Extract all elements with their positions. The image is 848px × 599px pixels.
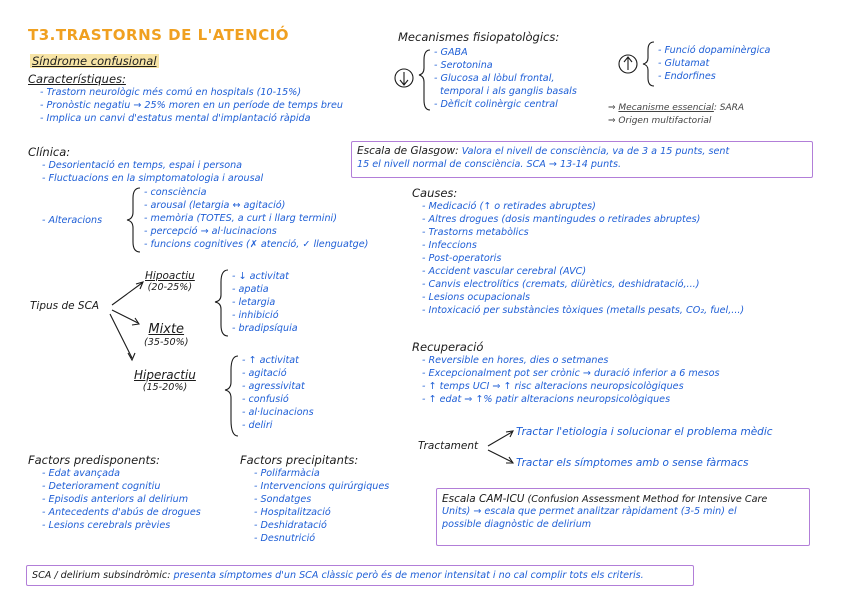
- list-item: - ↑ edat ⇒ ↑% patir alteracions neuropsicològiques: [422, 394, 671, 405]
- hipoactiu-name: Hipoactiu: [145, 270, 195, 282]
- list-item: - funcions cognitives (✗ atenció, ✓ llenguatge): [144, 239, 369, 250]
- list-item: - Dèficit colinèrgic central: [434, 99, 558, 110]
- list-item: - Medicació (↑ o retirades abruptes): [422, 201, 596, 212]
- subsindromic-label: SCA / delirium subsindròmic:: [32, 570, 171, 581]
- list-item: - Infeccions: [422, 240, 477, 251]
- mecanismes-up-list: [658, 44, 770, 83]
- list-item: - Deteriorament cognitiu: [42, 481, 161, 492]
- subsindromic-line: [27, 566, 693, 585]
- hiperactiu-name: Hiperactiu: [134, 368, 196, 382]
- clinica-section: [28, 145, 263, 185]
- hipoactiu-list: [232, 270, 298, 335]
- glasgow-line1: [357, 145, 807, 158]
- caracteristiques-section: [28, 72, 343, 125]
- list-item: - Canvis electrolítics (cremats, diürètics, deshidratació,...): [422, 279, 700, 290]
- hiperactiu-pct: (15-20%): [142, 382, 188, 393]
- cam-text1: (Confusion Assessment Method for Intensive Care: [527, 494, 768, 505]
- list-item: - arousal (letargia ↔ agitació): [144, 200, 286, 211]
- origen: [608, 116, 711, 126]
- list-item: - al·lucinacions: [242, 407, 314, 418]
- hiperactiu-node: [134, 368, 196, 393]
- mecanismes-down-list: [434, 46, 577, 111]
- list-item: - Serotonina: [434, 60, 493, 71]
- list-item: - bradipsíquia: [232, 323, 298, 334]
- caracteristiques-heading: Característiques:: [28, 72, 126, 86]
- list-item: - Reversible en hores, dies o setmanes: [422, 355, 609, 366]
- factors-precipitants-heading: Factors precipitants:: [240, 453, 359, 467]
- hipoactiu-node: [145, 270, 195, 293]
- list-item: - Sondatges: [254, 494, 312, 505]
- list-item: - agressivitat: [242, 381, 305, 392]
- tractament-b: Tractar els símptomes amb o sense fàrmacs: [516, 457, 749, 469]
- factors-predisponents-heading: Factors predisponents:: [28, 453, 160, 467]
- double-arrow-icon: ⇒: [608, 116, 616, 126]
- list-item: - Polifarmàcia: [254, 468, 320, 479]
- list-item: - Funció dopaminèrgica: [658, 45, 771, 56]
- list-item: - Edat avançada: [42, 468, 120, 479]
- list-item: - Intoxicació per substàncies tòxiques (metalls pesats, CO₂, fuel,...): [422, 305, 745, 316]
- list-item: - Endorfines: [658, 71, 716, 82]
- causes-heading: Causes:: [412, 186, 458, 200]
- list-item: - ↓ activitat: [232, 271, 289, 282]
- list-item: - Trastorn neurològic més comú en hospitals (10-15%): [40, 87, 302, 98]
- hipoactiu-pct: (20-25%): [147, 282, 193, 293]
- list-item: - consciència: [144, 187, 207, 198]
- sindrome-heading: [30, 54, 159, 68]
- factors-predisponents-section: [28, 453, 201, 532]
- list-item: - Intervencions quirúrgiques: [254, 481, 390, 492]
- list-item: - Episodis anteriors al delirium: [42, 494, 189, 505]
- list-item: - ↑ activitat: [242, 355, 299, 366]
- list-item: - Altres drogues (dosis mantingudes o retirades abruptes): [422, 214, 701, 225]
- list-item: - Fluctuacions en la simptomatologia i arousal: [42, 173, 264, 184]
- list-item: - Desnutrició: [254, 533, 316, 544]
- causes-section: [412, 186, 744, 317]
- glasgow-box: [351, 141, 813, 178]
- factors-precipitants-section: [240, 453, 389, 545]
- clinica-heading: Clínica:: [28, 145, 71, 159]
- list-item: - GABA: [434, 47, 468, 58]
- alteracions-list: [144, 186, 368, 251]
- list-item: - agitació: [242, 368, 287, 379]
- list-item: - Excepcionalment pot ser crònic → duració inferior a 6 mesos: [422, 368, 720, 379]
- list-item: - Implica un canvi d'estatus mental d'implantació ràpida: [40, 113, 311, 124]
- subsindromic-box: [26, 565, 694, 586]
- glasgow-label: Escala de Glasgow:: [357, 145, 459, 157]
- mecanisme-essencial-label: Mecanisme essencial: [618, 103, 714, 113]
- list-item: - Pronòstic negatiu → 25% moren en un període de temps breu: [40, 100, 343, 111]
- list-item: temporal i als ganglis basals: [440, 86, 577, 97]
- list-item: - apatia: [232, 284, 269, 295]
- sindrome-label: Síndrome confusional: [32, 54, 157, 68]
- list-item: - letargia: [232, 297, 276, 308]
- list-item: - Hospitalització: [254, 507, 331, 518]
- list-item: - Glutamat: [658, 58, 710, 69]
- list-item: - Lesions cerebrals prèvies: [42, 520, 171, 531]
- list-item: - Antecedents d'abús de drogues: [42, 507, 201, 518]
- tipus-label: Tipus de SCA: [30, 300, 100, 312]
- cam-label: Escala CAM-ICU: [442, 493, 525, 505]
- page-title: T3.TRASTORNS DE L'ATENCIÓ: [28, 26, 290, 44]
- list-item: - inhibició: [232, 310, 279, 321]
- list-item: - Desorientació en temps, espai i persona: [42, 160, 243, 171]
- hiperactiu-list: [242, 354, 314, 432]
- glasgow-text1: Valora el nivell de consciència, va de 3 a 15 punts, sent: [461, 146, 730, 157]
- tractament-label: Tractament: [418, 440, 479, 452]
- list-item: - Deshidratació: [254, 520, 327, 531]
- list-item: - confusió: [242, 394, 289, 405]
- list-item: - memòria (TOTES, a curt i llarg termini): [144, 213, 337, 224]
- glasgow-text2: 15 el nivell normal de consciència. SCA → 13-14 punts.: [357, 159, 621, 170]
- mecanisme-essencial: [608, 103, 744, 113]
- list-item: - Post-operatoris: [422, 253, 502, 264]
- origen-text: Origen multifactorial: [618, 116, 712, 126]
- list-item: - Lesions ocupacionals: [422, 292, 531, 303]
- cam-text3: possible diagnòstic de delirium: [442, 519, 592, 530]
- alteracions-label: - Alteracions: [42, 215, 103, 226]
- mixte-name: Mixte: [148, 322, 185, 337]
- list-item: - percepció → al·lucinacions: [144, 226, 277, 237]
- cam-box: [436, 488, 810, 546]
- cam-line1: [442, 493, 804, 505]
- tractament-a: Tractar l'etiologia i solucionar el problema mèdic: [516, 426, 773, 438]
- mixte-pct: (35-50%): [144, 337, 189, 348]
- subsindromic-text: presenta símptomes d'un SCA clàssic però és de menor intensitat i no cal complir tots els criteris.: [173, 570, 644, 581]
- list-item: - Accident vascular cerebral (AVC): [422, 266, 587, 277]
- list-item: - ↑ temps UCI ⇒ ↑ risc alteracions neuropsicològiques: [422, 381, 684, 392]
- double-arrow-icon: ⇒: [608, 103, 616, 113]
- recuperacio-heading: Recuperació: [412, 340, 484, 354]
- recuperacio-section: [412, 340, 720, 406]
- list-item: - Glucosa al lòbul frontal,: [434, 73, 555, 84]
- mecanisme-essencial-value: : SARA: [713, 103, 745, 113]
- list-item: - deliri: [242, 420, 273, 431]
- list-item: - Trastorns metabòlics: [422, 227, 529, 238]
- cam-text2: Units) → escala que permet analitzar ràpidament (3-5 min) el: [442, 506, 737, 517]
- mixte-node: [144, 322, 188, 348]
- mecanismes-heading: Mecanismes fisiopatològics:: [398, 30, 560, 44]
